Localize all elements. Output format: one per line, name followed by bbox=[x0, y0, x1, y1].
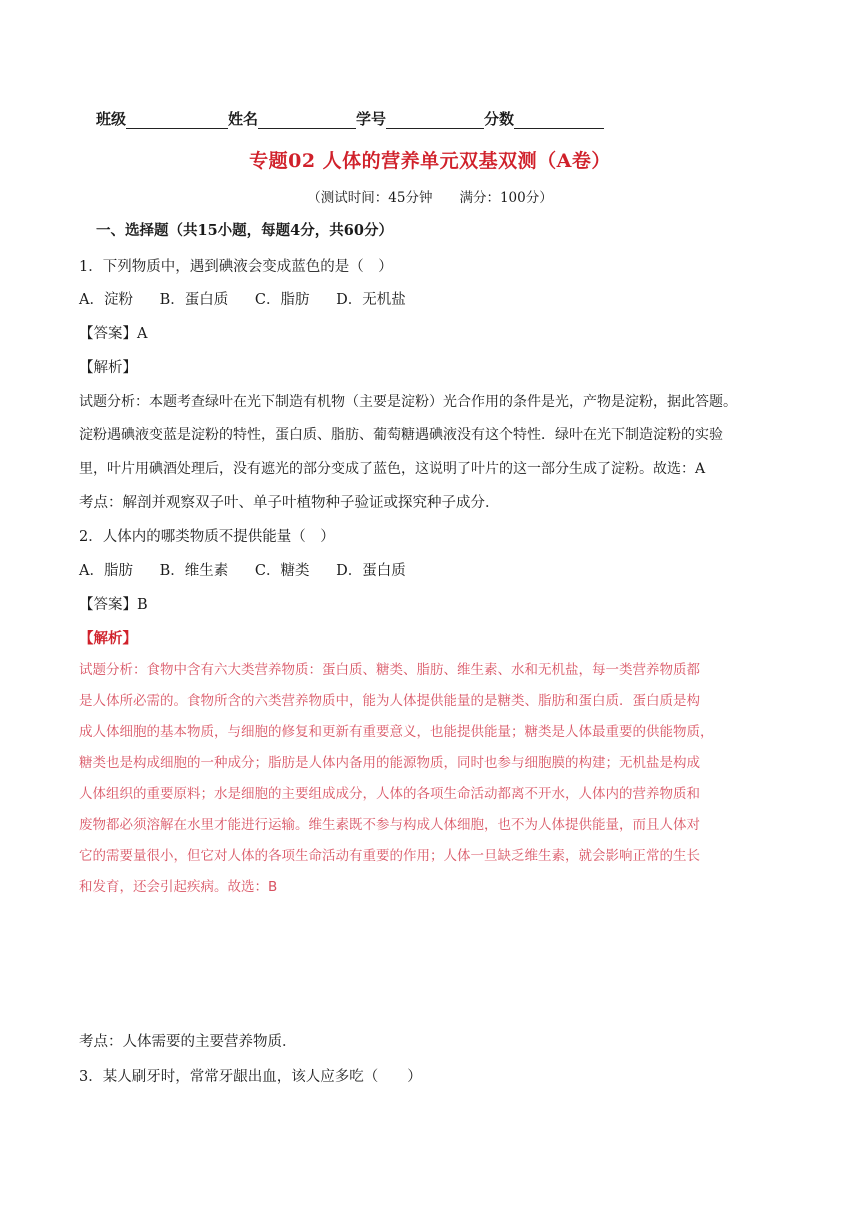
question-2-options bbox=[79, 561, 428, 581]
question-1-stem: 1．下列物质中，遇到碘液会变成蓝色的是（ ） bbox=[79, 259, 393, 275]
student-info-line bbox=[96, 108, 604, 129]
name-label: 姓名 bbox=[228, 110, 259, 128]
id-label: 学号 bbox=[356, 110, 387, 128]
option-c: C．糖类 bbox=[254, 563, 310, 579]
question-1-analysis-line: 试题分析：本题考查绿叶在光下制造有机物（主要是淀粉）光合作用的条件是光，产物是淀粉，据此答题。 bbox=[79, 394, 737, 410]
option-a: A．淀粉 bbox=[79, 292, 133, 308]
option-d: D．蛋白质 bbox=[336, 563, 406, 579]
question-2-analysis-line: 和发育，还会引起疾病。故选：B bbox=[79, 879, 278, 895]
question-1-analysis-line: 里，叶片用碘酒处理后，没有遮光的部分变成了蓝色，这说明了叶片的这一部分生成了淀粉。故选：A bbox=[79, 461, 706, 477]
score-label: 分数 bbox=[484, 110, 515, 128]
question-2-point: 考点：人体需要的主要营养物质． bbox=[79, 1034, 297, 1050]
section-heading: 一、选择题（共15小题，每题4分，共60分） bbox=[96, 222, 393, 239]
question-1-answer: 【答案】A bbox=[79, 326, 148, 342]
doc-title: 专题02 人体的营养单元双基双测（A卷） bbox=[249, 150, 611, 172]
question-2-analysis-line: 它的需要量很小，但它对人体的各项生命活动有重要的作用；人体一旦缺乏维生素，就会影响正常的生长 bbox=[79, 848, 700, 864]
question-2-analysis-label: 【解析】 bbox=[79, 630, 137, 647]
question-2-answer: 【答案】B bbox=[79, 597, 148, 613]
question-1-analysis-line: 淀粉遇碘液变蓝是淀粉的特性，蛋白质、脂肪、葡萄糖遇碘液没有这个特性．绿叶在光下制造淀粉的实验 bbox=[79, 427, 723, 443]
option-b: B．维生素 bbox=[159, 563, 229, 579]
question-3-stem: 3．某人刷牙时，常常牙龈出血，该人应多吃（ ） bbox=[79, 1069, 422, 1085]
question-1-analysis-label: 【解析】 bbox=[79, 360, 137, 376]
question-2-analysis-line: 废物都必须溶解在水里才能进行运输。维生素既不参与构成人体细胞，也不为人体提供能量，而且人体对 bbox=[79, 817, 700, 833]
name-blank[interactable] bbox=[258, 112, 356, 129]
score-blank[interactable] bbox=[514, 112, 604, 129]
question-2-analysis-line: 糖类也是构成细胞的一种成分；脂肪是人体内备用的能源物质，同时也参与细胞膜的构建；无机盐是构成 bbox=[79, 755, 700, 771]
question-1-point: 考点：解剖并观察双子叶、单子叶植物种子验证或探究种子成分． bbox=[79, 495, 500, 511]
class-label: 班级 bbox=[96, 110, 127, 128]
question-2-stem: 2．人体内的哪类物质不提供能量（ ） bbox=[79, 529, 335, 545]
option-d: D．无机盐 bbox=[336, 292, 406, 308]
option-c: C．脂肪 bbox=[254, 292, 310, 308]
question-2-analysis-line: 是人体所必需的。食物所含的六类营养物质中，能为人体提供能量的是糖类、脂肪和蛋白质．蛋白质是构 bbox=[79, 693, 700, 709]
doc-meta: （测试时间：45分钟 满分：100分） bbox=[307, 190, 553, 206]
option-a: A．脂肪 bbox=[79, 563, 133, 579]
question-2-analysis-line: 试题分析：食物中含有六大类营养物质：蛋白质、糖类、脂肪、维生素、水和无机盐，每一类营养物质都 bbox=[79, 662, 700, 678]
class-blank[interactable] bbox=[126, 112, 228, 129]
option-b: B．蛋白质 bbox=[159, 292, 229, 308]
question-2-analysis-line: 成人体细胞的基本物质，与细胞的修复和更新有重要意义，也能提供能量；糖类是人体最重要的供能物质， bbox=[79, 724, 714, 740]
question-1-options bbox=[79, 290, 428, 310]
question-2-analysis-line: 人体组织的重要原料；水是细胞的主要组成成分，人体的各项生命活动都离不开水，人体内的营养物质和 bbox=[79, 786, 700, 802]
id-blank[interactable] bbox=[386, 112, 484, 129]
